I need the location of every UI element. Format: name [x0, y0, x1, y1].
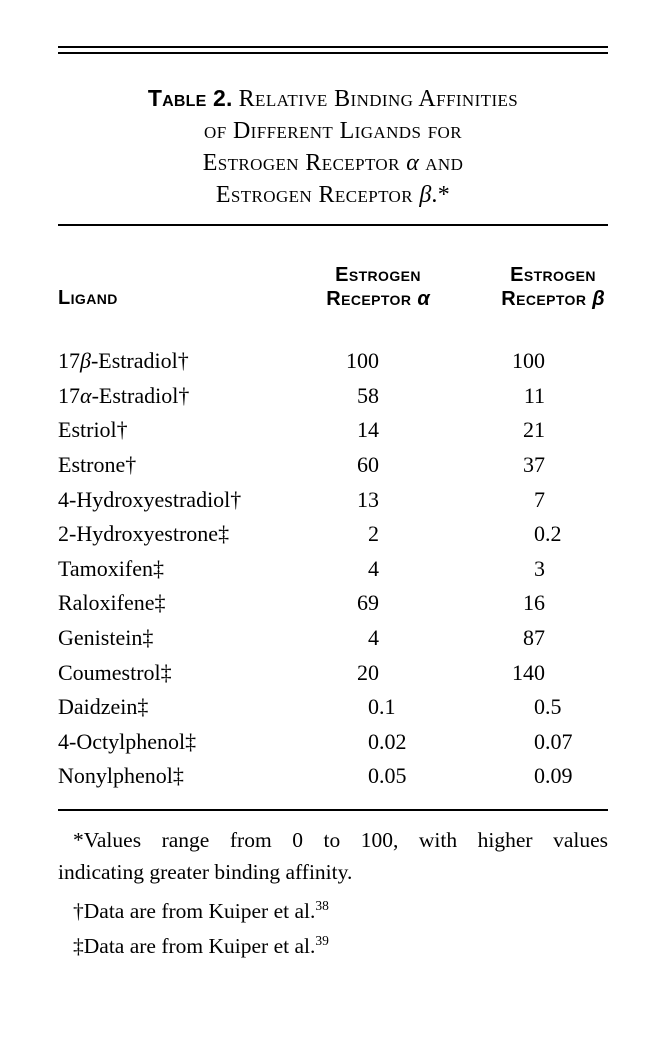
column-header-ligand: Ligand [58, 287, 118, 309]
er-alpha-value-cell [288, 348, 448, 374]
er-alpha-value: 100 [346, 348, 379, 374]
er-alpha-value: 4 [368, 555, 379, 581]
table-row [58, 690, 608, 725]
table-body [58, 344, 608, 794]
table-title [58, 82, 608, 211]
ligand-cell: Tamoxifen‡ [58, 555, 164, 581]
er-alpha-value: 69 [357, 590, 379, 616]
er-beta-value-fraction: .5 [545, 694, 562, 720]
er-alpha-value-fraction: .05 [379, 763, 407, 789]
footnote-asterisk [58, 824, 608, 888]
er-beta-value: 21 [523, 417, 545, 443]
title-line-2: of Different Ligands for [204, 118, 462, 144]
footnote-dagger [58, 895, 608, 927]
ligand-cell: Coumestrol‡ [58, 659, 172, 685]
er-alpha-value-cell [288, 763, 448, 789]
table-bottom-rule [58, 809, 608, 811]
er-alpha-value: 13 [357, 486, 379, 512]
journal-table-page [0, 46, 666, 1050]
table-row [58, 379, 608, 414]
ligand-cell: 4-Octylphenol‡ [58, 728, 197, 754]
table-row [58, 413, 608, 448]
er-alpha-value-fraction: .02 [379, 728, 407, 754]
er-beta-value-cell [448, 417, 608, 443]
ligand-cell: 4-Hydroxyestradiol† [58, 486, 242, 512]
er-alpha-value: 0 [368, 694, 379, 720]
er-alpha-value-cell [288, 521, 448, 547]
table-row [58, 448, 608, 483]
er-alpha-value-fraction: .1 [379, 694, 396, 720]
er-beta-value-cell [448, 660, 608, 686]
footnote-asterisk-line-2: indicating greater binding affinity. [58, 859, 353, 884]
er-alpha-value-cell [288, 590, 448, 616]
er-beta-value-cell [448, 590, 608, 616]
er-beta-value-cell [448, 694, 608, 720]
table-row [58, 725, 608, 760]
title-separator-rule [58, 224, 608, 226]
er-beta-value-cell [448, 521, 608, 547]
er-beta-header-line-2: Receptor β [501, 288, 605, 310]
er-beta-value-cell [448, 348, 608, 374]
er-alpha-value-cell [288, 452, 448, 478]
table-row [58, 482, 608, 517]
er-alpha-value: 2 [368, 521, 379, 547]
er-beta-value: 0 [534, 694, 545, 720]
er-alpha-header-line-1: Estrogen [335, 264, 421, 286]
er-beta-value-cell [448, 556, 608, 582]
er-beta-value-cell [448, 729, 608, 755]
table-number-label: Table 2. [147, 85, 233, 111]
footnote-dagger-text: Data are from Kuiper et al. [83, 898, 316, 923]
er-alpha-value-cell [288, 694, 448, 720]
table-row [58, 586, 608, 621]
table-row [58, 655, 608, 690]
er-beta-value-fraction: .2 [545, 521, 562, 547]
ligand-cell: 17α-Estradiol† [58, 382, 190, 408]
table-header-row [58, 263, 608, 311]
er-alpha-value: 4 [368, 625, 379, 651]
er-beta-value-cell [448, 452, 608, 478]
er-alpha-value-cell [288, 487, 448, 513]
table-row [58, 552, 608, 587]
table-row [58, 517, 608, 552]
er-alpha-value-cell [288, 625, 448, 651]
title-line-1 [58, 82, 608, 115]
title-line-1-text: Relative Binding Affinities [238, 86, 519, 112]
er-beta-value-cell [448, 625, 608, 651]
citation-ref-39: 39 [315, 932, 329, 948]
title-line-3: Estrogen Receptor α and [202, 150, 464, 176]
ligand-cell: Estrone† [58, 452, 137, 478]
er-beta-value: 0 [534, 728, 545, 754]
er-alpha-value: 0 [368, 763, 379, 789]
er-beta-value: 87 [523, 625, 545, 651]
er-beta-value: 37 [523, 452, 545, 478]
er-alpha-value-cell [288, 383, 448, 409]
column-header-er-alpha [298, 263, 458, 311]
er-beta-value: 0 [534, 521, 545, 547]
double-dagger-marker: ‡ [73, 933, 84, 958]
er-alpha-value: 58 [357, 382, 379, 408]
table-top-double-rule [58, 46, 608, 54]
ligand-cell: Genistein‡ [58, 625, 154, 651]
er-alpha-value: 20 [357, 659, 379, 685]
footnote-asterisk-text-1: Values range from 0 to 100, with higher values [83, 827, 608, 852]
er-alpha-value: 0 [368, 728, 379, 754]
ligand-cell: Raloxifene‡ [58, 590, 166, 616]
ligand-cell: Estriol† [58, 417, 128, 443]
er-alpha-value: 60 [357, 452, 379, 478]
er-beta-value: 100 [512, 348, 545, 374]
er-alpha-value-cell [288, 556, 448, 582]
table-row [58, 344, 608, 379]
er-beta-value: 140 [512, 659, 545, 685]
column-header-er-beta [473, 263, 633, 311]
citation-ref-38: 38 [315, 897, 329, 913]
ligand-cell: 2-Hydroxyestrone‡ [58, 521, 230, 547]
er-beta-value-fraction: .07 [545, 728, 573, 754]
ligand-cell: Daidzein‡ [58, 694, 149, 720]
er-alpha-value-cell [288, 417, 448, 443]
er-alpha-value-cell [288, 660, 448, 686]
footnote-double-dagger [58, 930, 608, 962]
ligand-cell: 17β-Estradiol† [58, 348, 189, 374]
er-beta-value-cell [448, 487, 608, 513]
er-beta-value-fraction: .09 [545, 763, 573, 789]
er-alpha-value: 14 [357, 417, 379, 443]
footnotes [58, 824, 608, 962]
er-beta-value: 7 [534, 486, 545, 512]
table-row [58, 759, 608, 794]
footnote-double-dagger-text: Data are from Kuiper et al. [83, 933, 316, 958]
er-alpha-header-line-2: Receptor α [326, 288, 430, 310]
er-beta-value-cell [448, 763, 608, 789]
er-beta-value: 0 [534, 763, 545, 789]
er-beta-value: 3 [534, 555, 545, 581]
ligand-cell: Nonylphenol‡ [58, 763, 184, 789]
er-alpha-value-cell [288, 729, 448, 755]
er-beta-header-line-1: Estrogen [510, 264, 596, 286]
er-beta-value: 16 [523, 590, 545, 616]
title-line-4: Estrogen Receptor β.* [215, 182, 451, 208]
er-beta-value-cell [448, 383, 608, 409]
asterisk-marker: * [73, 827, 84, 852]
er-beta-value: 11 [523, 382, 545, 408]
dagger-marker: † [73, 898, 84, 923]
footnote-asterisk-line-1 [58, 824, 608, 856]
table-row [58, 621, 608, 656]
